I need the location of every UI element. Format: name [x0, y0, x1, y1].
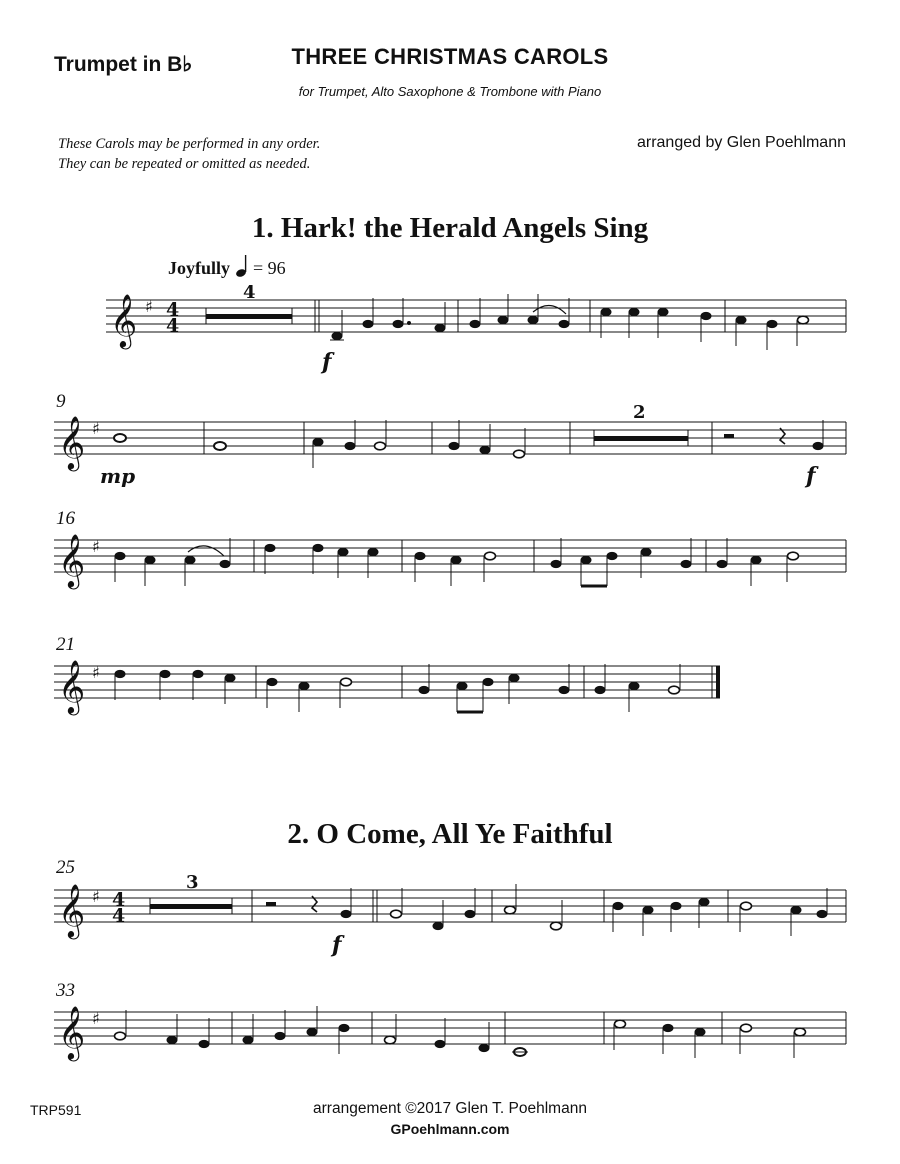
key-signature-sharp-icon: ♯ [92, 1009, 100, 1028]
website-link[interactable]: GPoehlmann.com [390, 1121, 510, 1137]
final-barline [716, 666, 720, 698]
key-signature-sharp-icon: ♯ [92, 537, 100, 556]
staff-system-3 [0, 530, 900, 600]
tempo-text: Joyfully [168, 258, 231, 278]
notes-group [330, 294, 809, 350]
performance-note-line-2: They can be repeated or omitted as needed. [58, 156, 311, 172]
measure-number-21: 21 [56, 634, 75, 655]
time-signature-top: 4 [112, 889, 126, 911]
measure-number-16: 16 [56, 508, 75, 529]
treble-clef-icon: 𝄞 [58, 659, 86, 713]
slur-mark [188, 546, 224, 556]
tempo-marking [168, 254, 286, 279]
score-title: THREE CHRISTMAS CAROLS [291, 44, 609, 69]
treble-clef-icon: 𝄞 [58, 415, 86, 469]
staff-system-5 [0, 872, 900, 960]
performance-note-line-1: These Carols may be performed in any order. [58, 136, 321, 152]
time-signature-top: 4 [166, 299, 180, 321]
piece-2-title: 2. O Come, All Ye Faithful [287, 818, 613, 850]
staff-system-4 [0, 656, 900, 726]
time-signature-bottom: 4 [166, 315, 180, 337]
instrument-label: Trumpet in B♭ [54, 53, 193, 76]
multirest-bar [206, 314, 292, 319]
key-signature-sharp-icon: ♯ [92, 663, 100, 682]
arranger-credit: arranged by Glen Poehlmann [636, 134, 846, 151]
tempo-value: = 96 [253, 258, 286, 278]
staff-lines [54, 666, 720, 698]
multirest-count-3: 3 [186, 872, 199, 893]
measure-number-25: 25 [56, 857, 75, 878]
treble-clef-icon: 𝄞 [58, 533, 86, 587]
treble-clef-icon: 𝄞 [110, 293, 138, 347]
staff-system-2 [0, 402, 900, 502]
quarter-note-icon [235, 254, 249, 278]
dynamic-mezzo-piano: mp [100, 464, 136, 488]
dynamic-forte-3: f [332, 932, 342, 958]
key-signature-sharp-icon: ♯ [145, 297, 153, 316]
catalog-code: TRP591 [30, 1102, 82, 1118]
staff-system-6 [0, 1002, 900, 1072]
multirest-count: 4 [243, 282, 256, 303]
staff-system-1 [0, 282, 900, 380]
measure-number-9: 9 [56, 391, 66, 412]
multirest-count-2: 2 [633, 402, 646, 423]
treble-clef-icon: 𝄞 [58, 1005, 86, 1059]
dynamic-forte-2: f [806, 463, 816, 489]
dynamic-forte: f [322, 349, 332, 375]
treble-clef-icon: 𝄞 [58, 883, 86, 937]
score-subtitle: for Trumpet, Alto Saxophone & Trombone with Piano [298, 84, 602, 99]
measure-number-33: 33 [56, 980, 75, 1001]
key-signature-sharp-icon: ♯ [92, 419, 100, 438]
key-signature-sharp-icon: ♯ [92, 887, 100, 906]
piece-1-title: 1. Hark! the Herald Angels Sing [251, 212, 649, 244]
time-signature-bottom: 4 [112, 905, 126, 927]
copyright-notice: arrangement ©2017 Glen T. Poehlmann [313, 1100, 587, 1117]
